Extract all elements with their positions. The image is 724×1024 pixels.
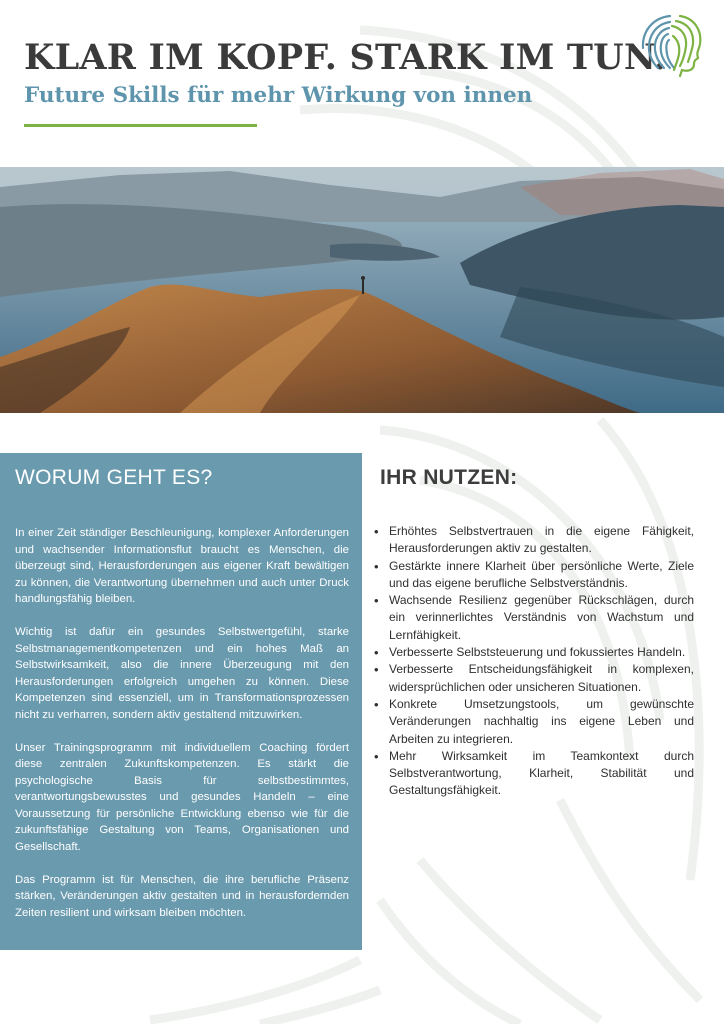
accent-divider bbox=[24, 124, 257, 127]
benefit-item: • Verbesserte Entscheidungsfähigkeit in komplexen, widersprüchlichen oder unsicheren Situationen. bbox=[372, 661, 694, 696]
benefits-heading: IHR NUTZEN: bbox=[380, 466, 518, 489]
benefit-item: • Wachsende Resilienz gegenüber Rückschlägen, durch ein verinnerlichtes Verständnis von Wachstum und Lernfähigkeit. bbox=[372, 592, 694, 644]
benefit-item: • Konkrete Umsetzungstools, um gewünschte Veränderungen nachhaltig ins eigene Leben und Arbeiten zu integrieren. bbox=[372, 696, 694, 748]
benefit-item: • Verbesserte Selbststeuerung und fokussiertes Handeln. bbox=[372, 644, 694, 661]
about-section bbox=[0, 453, 362, 950]
benefit-item: • Mehr Wirksamkeit im Teamkontext durch Selbstverantwortung, Klarheit, Stabilität und Gestaltungsfähigkeit. bbox=[372, 748, 694, 800]
about-paragraph: Wichtig ist dafür ein gesundes Selbstwertgefühl, starke Selbstmanagementkompetenzen und ein hohes Maß an Selbstwirksamkeit, also die innere Überzeugung mit den Herausforderungen erfolgreich umgehen zu können. Diese Kompetenzen sind essenziell, um in Transformationsprozessen nicht zu verharren, sondern aktiv gestaltend mitzuwirken. bbox=[15, 626, 349, 721]
page-title: KLAR IM KOPF. STARK IM TUN. bbox=[24, 37, 667, 78]
page-subtitle: Future Skills für mehr Wirkung von innen bbox=[24, 83, 533, 108]
header bbox=[24, 37, 667, 110]
about-heading: WORUM GEHT ES? bbox=[15, 466, 213, 489]
benefits-list bbox=[372, 523, 694, 800]
fingerprint-head-icon bbox=[636, 10, 704, 80]
about-paragraph: In einer Zeit ständiger Beschleunigung, komplexer Anforderungen und wachsender Informationsflut braucht es Menschen, die überzeugt sind, Herausforderungen aus eigener Kraft bewältigen zu können, die Verantwortung übernehmen und auch unter Druck handlungsfähig bleiben. bbox=[15, 527, 349, 605]
benefit-item: • Gestärkte innere Klarheit über persönliche Werte, Ziele und das eigene berufliche Selbstverständnis. bbox=[372, 558, 694, 593]
about-paragraph: Das Programm ist für Menschen, die ihre berufliche Präsenz stärken, Veränderungen aktiv gestalten und in herausfordernden Zeiten resilient und wirksam bleiben möchten. bbox=[15, 873, 349, 919]
about-paragraph: Unser Trainingsprogramm mit individuellem Coaching fördert diese zentralen Zukunftskompetenzen. Es stärkt die psychologische Basis für selbstbestimmtes, verantwortungsbewusstes und gesundes Handeln – eine Voraussetzung für persönliche Entwicklung ebenso wie für die zukunftsfähige Gestaltung von Teams, Organisationen und Gesellschaft. bbox=[15, 741, 349, 853]
about-text bbox=[15, 525, 349, 938]
benefit-item: • Erhöhtes Selbstvertrauen in die eigene Fähigkeit, Herausforderungen aktiv zu gestalten. bbox=[372, 523, 694, 558]
mountain-lake-photo bbox=[0, 167, 724, 413]
